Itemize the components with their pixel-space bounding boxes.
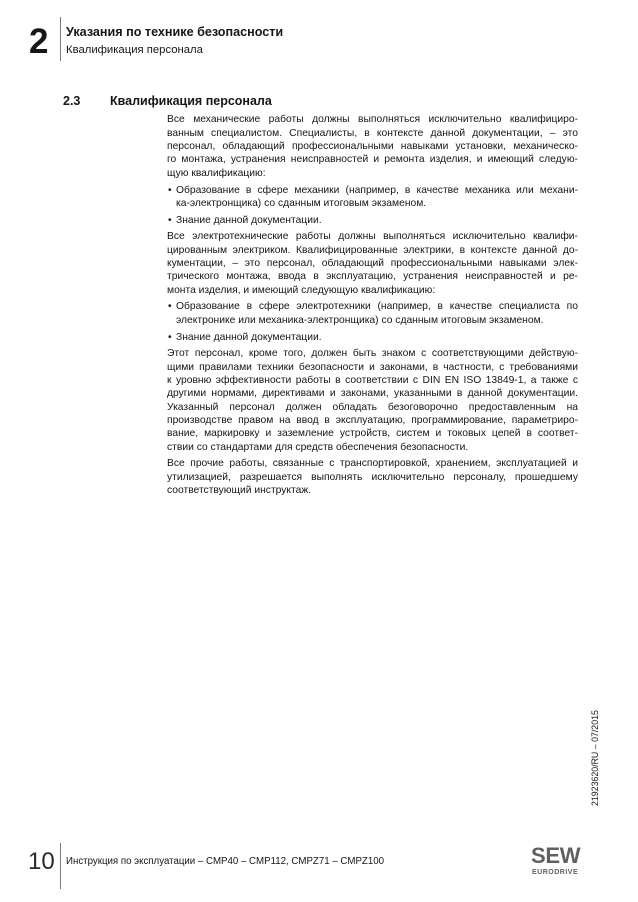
paragraph-line: кументации, – это персонал, обладающий профессиональными навыками элек- [167,258,578,269]
header-section-subtitle: Квалификация персонала [66,44,203,56]
paragraph-line: производстве правом на ввод в эксплуатацию, программирование, параметриро- [167,414,578,426]
chapter-title: Указания по технике безопасности [66,25,284,39]
bullet-marker: • [168,331,172,343]
bullet-line: Образование в сфере механики (например, в качестве механика или механи- [176,184,578,196]
paragraph [167,457,578,497]
paragraph-line: Указанный персонал должен обладать безоговорочно предоставленным на [167,401,578,413]
paragraph-line: Все электротехнические работы должны выполняться исключительно квалифи- [167,231,578,243]
paragraph-line: щую квалификацию: [167,167,266,179]
paragraph-line: Все механические работы должны выполняться исключительно квалифициро- [167,114,578,126]
paragraph [167,113,578,180]
footer-divider [60,843,61,889]
bullet-line: Знание данной документации. [176,214,322,226]
bullet-line: электронике или механика-электронщика) со сданным итоговым экзаменом. [176,314,544,326]
bullet-line: ка-электронщика) со сданным итоговым экзаменом. [176,197,427,209]
sew-eurodrive-logo [531,845,583,881]
bullet-item [167,300,578,327]
bullet-line: Образование в сфере электротехники (например, в качестве специалиста по [176,301,578,313]
bullet-item [167,184,578,211]
section-title: Квалификация персонала [110,94,272,108]
paragraph-line: ствии со стандартами для средств обеспечения безопасности. [167,441,469,453]
paragraph-line: персонал, обладающий профессиональными навыками установки, механическо- [167,141,578,153]
paragraph-line: другими нормами, директивами и законами, указанными в данной документации. [167,388,578,400]
bullet-item [167,331,578,344]
paragraph-line: Этот персонал, кроме того, должен быть знаком с соответствующими действую- [167,348,578,360]
paragraph-line: щими правилами техники безопасности и законами, в частности, с требованиями [167,361,578,373]
footer-document-title: Инструкция по эксплуатации – CMP40 – CMP112, CMPZ71 – CMPZ100 [66,856,385,867]
section-body [167,113,578,497]
paragraph-line: трического монтажа, ввода в эксплуатацию, устранения неисправностей и ре- [167,271,578,283]
paragraph-line: утилизацией, разрешается выполнять исключительно персоналу, прошедшему [167,471,578,483]
bullet-marker: • [168,301,172,313]
logo-brand-text: SEW [531,843,581,868]
logo-sub-text: EURODRIVE [532,869,579,876]
paragraph [167,230,578,297]
bullet-item [167,214,578,227]
chapter-number: 2 [29,22,49,61]
header-divider [60,17,61,61]
paragraph-line: вание, маркировку и заземление устройств, систем и токовых цепей в соответ- [167,428,578,440]
bullet-line: Знание данной документации. [176,331,322,343]
page-number: 10 [28,848,55,875]
document-code: 21923620/RU – 07/2015 [589,710,600,806]
paragraph-line: цированным электриком. Квалифицированные электрики, в контексте данной до- [167,244,578,256]
bullet-marker: • [168,214,172,226]
bullet-marker: • [168,184,172,196]
paragraph-line: монта изделия, и имеющий следующую квалификацию: [167,284,436,296]
paragraph-line: го монтажа, устранения неисправностей и ремонта изделия, и имеющий следую- [167,154,578,166]
section-number: 2.3 [63,94,81,108]
paragraph-line: к уровню эффективности работы в соответствии с DIN EN ISO 13849-1, а также с [167,374,578,386]
paragraph-line: ванным специалистом. Специалисты, в контексте данной документации, – это [167,127,578,139]
paragraph [167,347,578,454]
paragraph-line: соответствующий инструктаж. [167,485,312,497]
paragraph-line: Все прочие работы, связанные с транспортировкой, хранением, эксплуатацией и [167,458,578,470]
